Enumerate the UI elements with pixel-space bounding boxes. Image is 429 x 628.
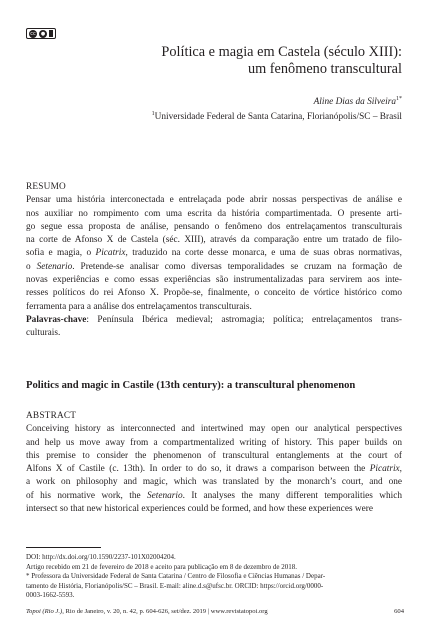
text-segment: resses políticos do rei Afonso X. Propõe-se, finalmente, o conceito de vórtice histórico como <box>26 288 402 299</box>
italic-work-title: Setenario <box>147 490 183 501</box>
resumo-section <box>26 181 402 341</box>
text-segment: Pensar uma história interconectada e entrelaçada pode abrir nossas perspectivas de análise e <box>26 195 402 206</box>
abstract-line <box>26 437 402 450</box>
by-person-icon: ● <box>40 30 46 37</box>
abstract-section <box>26 410 402 516</box>
italic-work-title: Picatrix <box>95 248 126 259</box>
cc-by-icon <box>26 28 56 39</box>
text-segment: . Pretende-se analisar como diversas temporalidades se cruzam na formação de <box>72 261 402 272</box>
abstract-line <box>26 450 402 463</box>
text-segment: Conceiving history as interconnected and intertwined may open our analytical perspectives <box>26 424 402 435</box>
text-segment: . It analyses the many different temporalities which <box>182 490 402 501</box>
doi-link[interactable]: DOI: http://dx.doi.org/10.1590/2237-101X02004204. <box>26 553 176 561</box>
keywords-label: Palavras-chave <box>26 314 87 325</box>
text-segment: and help us move away from a compartmentalized writing of history. This paper builds on <box>26 437 402 448</box>
abstract-line <box>26 463 402 476</box>
abstract-line <box>26 423 402 436</box>
author-note-line3: 0003-1662-5593. <box>26 591 75 599</box>
resumo-body <box>26 194 402 314</box>
cc-circle-icon: cc <box>30 30 36 37</box>
author-note-line2: tamento de História, Florianópolis/SC – Brasil. E-mail: aline.d.s@ufsc.br. ORCID: https://orcid.org/0000- <box>26 581 324 590</box>
author-marks: 1* <box>396 96 402 102</box>
abstract-line <box>26 503 402 516</box>
text-segment: this premise to consider the phenomenon of transcultural entanglements at the court of <box>26 450 402 461</box>
received-note: Artigo recebido em 21 de fevereiro de 2018 e aceito para publicação em 8 de dezembro de 2018. <box>26 562 297 571</box>
resumo-line <box>26 247 402 260</box>
text-segment: , <box>399 464 402 475</box>
abstract-heading: ABSTRACT <box>26 411 77 421</box>
affiliation-text: Universidade Federal de Santa Catarina, Florianópolis/SC – Brasil <box>154 112 402 123</box>
resumo-line <box>26 194 402 207</box>
resumo-line <box>26 208 402 221</box>
affiliation-mark: 1 <box>151 111 155 117</box>
text-segment: na corte de Afonso X de Castela (séc. XIII), através da comparação entre um tratado de filo- <box>26 235 402 246</box>
text-segment: go segue essa proposta de análise, pensando o fenômeno dos entrelaçamentos transculturais <box>26 221 402 232</box>
resumo-heading: RESUMO <box>26 182 66 192</box>
footnote-rule <box>26 547 101 548</box>
text-segment: intersect so that new historical experiences could be formed, and how these experiences were <box>26 504 373 515</box>
text-segment: of his normative work, the <box>26 490 148 501</box>
page-number: 604 <box>394 608 404 615</box>
resumo-line <box>26 287 402 300</box>
article-title-line1: Política e magia em Castela (século XIII): <box>161 44 402 60</box>
english-title: Politics and magic in Castile (13th century): a transcultural phenomenon <box>26 380 356 391</box>
text-segment: sofia e magia, o <box>26 248 96 259</box>
keywords-line <box>26 314 402 327</box>
resumo-line <box>26 221 402 234</box>
article-title-line2: um fenômeno transcultural <box>247 61 402 77</box>
text-segment: ferramenta para a análise dos entrelaçamentos transculturais. <box>26 301 252 312</box>
text-segment: a work on philosophy and magic, which was translated by the monarch’s court, and one <box>26 477 402 488</box>
journal-name: Topoi (Rio J.) <box>26 608 63 615</box>
keywords-line2: culturais. <box>26 328 61 339</box>
author <box>102 96 402 107</box>
text-segment: , traduzido na corte desse monarca, e uma de suas obras normativas, <box>125 248 402 259</box>
resumo-line <box>26 261 402 274</box>
license-bar-icon <box>49 30 53 37</box>
citation-text: , Rio de Janeiro, v. 20, n. 42, p. 604-626, set/dez. 2019 | www.revistatopoi.org <box>62 608 268 615</box>
text-segment: o <box>26 261 37 272</box>
italic-work-title: Setenario <box>36 261 73 272</box>
author-name: Aline Dias da Silveira <box>313 97 396 108</box>
text-segment: Alfons X of Castile (c. 13th). In order to do so, it draws a comparison between the <box>26 464 370 475</box>
keywords-text: : Península Ibérica medieval; astromagia; política; entrelaçamentos trans- <box>86 314 402 325</box>
affiliation <box>72 111 402 122</box>
article-title <box>72 44 402 78</box>
abstract-line <box>26 490 402 503</box>
text-segment: novas experiências e como essas experiências são instrumentalizadas para servirem aos inte- <box>26 275 402 286</box>
resumo-line <box>26 234 402 247</box>
resumo-line <box>26 274 402 287</box>
abstract-line <box>26 476 402 489</box>
footnotes <box>26 553 404 601</box>
text-segment: nos auxiliar no rompimento com uma escrita da história compartimentada. O presente arti- <box>26 208 402 219</box>
journal-citation <box>26 608 268 615</box>
resumo-line <box>26 301 402 314</box>
italic-work-title: Picatrix <box>369 464 400 475</box>
author-note-line1: * Professora da Universidade Federal de Santa Catarina / Centro de Filosofia e Ciências Humanas / Depar- <box>26 572 326 580</box>
abstract-body <box>26 423 402 516</box>
